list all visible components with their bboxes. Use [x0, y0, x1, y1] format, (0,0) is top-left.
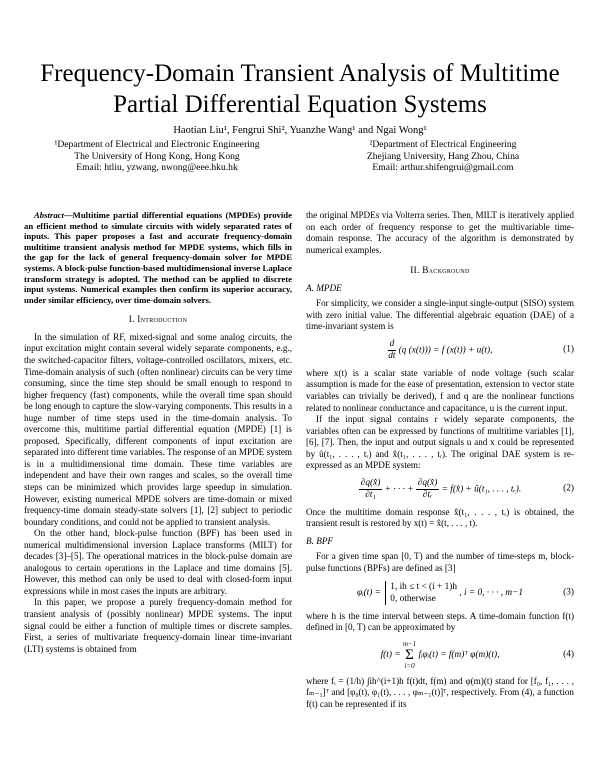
subsection-heading-mpde: A. MPDE: [306, 282, 342, 293]
paragraph: In this paper, we propose a purely frequency-domain method for transient analysis of (possibly nonlinear) MPDE systems. The input signal could be either a function of multiple times or discrete samples. First, a series of multivariate frequency-domain linear time-invariant (LTI) systems is obtained from: [24, 597, 292, 654]
fraction-denominator: dt: [388, 350, 396, 361]
right-column: [306, 210, 574, 710]
affiliation-email: Email: arthur.shifengrui@gmail.com: [372, 162, 514, 173]
affiliation-line: ¹Department of Electrical and Electronic Engineering: [54, 139, 260, 150]
paragraph: In the simulation of RF, mixed-signal and some analog circuits, the input excitation might contain several widely separate components, e.g., the switched-capacitor filters, voltage-controlled oscillators, mixers, etc. Time-domain analysis of such (often nonlinear) circuits can be very time consuming, since the time step should be small enough to respond to higher frequency (fast) components, while the overall time span should be long enough to capture the slow-varying components. This results in a huge number of time steps used in the time-domain analysis. To overcome this, multitime partial differential equation (MPDE) [1] is proposed. Specifically, different components of input excitation are separated into different time variables. The response of an MPDE system is in a multidimensional time domain. These time variables are independent and have their own ranges and scales, so the overall time steps can be minimized which provides large speedup in simulation. However, existing numerical MPDE solvers are time-domain or mixed frequency-time domain steady-state solvers [1], [2] subject to periodic boundary conditions, and could not be applied to transient analysis.: [24, 331, 292, 527]
author-list: Haotian Liu¹, Fengrui Shi², Yuanzhe Wang¹ and Ngai Wong¹: [173, 125, 427, 136]
equation-tail: , i = 0, · · · , m−1: [459, 587, 524, 598]
paragraph: If the input signal contains r widely separate components, the variables often can be expressed by functions of multitime variables [1], [6], [7]. Then, the input and output signals u and x could be represented by û(t₁, . . . , tᵣ) and x̂(t₁, . . . , tᵣ). The original DAE system is re-expressed as an MPDE system:: [306, 414, 574, 471]
derivative-fraction: [388, 339, 397, 362]
subsection-heading-bpf: B. BPF: [306, 535, 334, 546]
sum-upper: m−1: [402, 639, 417, 648]
title-line-2: Partial Differential Equation Systems: [113, 91, 487, 118]
paragraph: For simplicity, we consider a single-input single-output (SISO) system with zero initial value. The differential algebraic equation (DAE) of a time-invariant system is: [306, 298, 574, 332]
fraction-numerator: d: [389, 338, 395, 349]
paragraph: On the other hand, block-pulse function (BPF) has been used in numerical multidimensional inversion Laplace transforms (MILT) for decades [3]–[5]. The operational matrices in the block-pulse domain are analogous to certain operations in the Laplace and time domains [5]. However, this method can only be used to deal with closed-form input expressions while in most cases the inputs are arbitrary.: [24, 528, 292, 596]
partial-fraction: [416, 478, 440, 501]
equation-2: [306, 478, 574, 501]
fraction-numerator: ∂q(x̂): [360, 477, 381, 488]
case-line: 0, otherwise: [390, 593, 436, 604]
paragraph: where fᵢ = (1/h) ∫ih^(i+1)h f(t)dt, f(m) and φ(m)(t) stand for [f₀, f₁, . . . , fₘ₋₁]ᵀ and [φ₀(t), φ₁(t), . . . , φₘ₋₁(t)]ᵀ, respectively. From (4), a function f(t) can be represented if its: [306, 675, 574, 709]
fraction-denominator: ∂tᵣ: [422, 489, 433, 500]
left-column: [24, 210, 292, 655]
fraction-numerator: ∂q(x̂): [417, 477, 438, 488]
paragraph: For a given time span [0, T) and the number of time-steps m, block-pulse functions (BPFs) are defined as [3]: [306, 551, 574, 574]
fraction-denominator: ∂t₁: [365, 489, 376, 500]
abstract-text: —Multitime partial differential equations (MPDEs) provide an efficient method to simulate circuits with widely separated rates of inputs. This paper proposes a fast and accurate frequency-domain multitime transient analysis method for MPDE systems, which fills in the gap for the lack of general frequency-domain solver for MPDE systems. A block-pulse function-based multidimensional inverse Laplace transform strategy is adopted. The method can be applied to discrete input systems. Numerical examples then confirm its superior accuracy, under similar efficiency, over time-domain solvers.: [24, 210, 292, 305]
affiliation-line: ²Department of Electrical Engineering: [369, 139, 517, 150]
case-line: 1, ih ≤ t < (i + 1)h: [390, 581, 458, 592]
equation-number: (1): [563, 344, 574, 355]
cases-brace: [385, 581, 457, 605]
affiliation-email: Email: htliu, yzwang, nwong@eee.hku.hk: [76, 162, 238, 173]
title-line-1: Frequency-Domain Transient Analysis of Multitime: [40, 60, 560, 87]
section-heading-background: II. Background: [410, 265, 470, 276]
equation-lhs: φᵢ(t) =: [356, 587, 381, 598]
paragraph: where x(t) is a scalar state variable of node voltage (such scalar assumption is made for the ease of presentation, extension to vector state variables can trivially be derived), f and q are the nonlinear functions related to nonlinear conductance and capacitance, u is the current input.: [306, 367, 574, 413]
equation-rhs: = f(x̂) + û(t₁, . . . , tᵣ).: [441, 484, 522, 495]
equation-number: (4): [563, 649, 574, 660]
sum-lower: i=0: [404, 661, 415, 670]
paragraph: the original MPDEs via Volterra series. Then, MILT is iteratively applied on each order of frequency response to get the multivariable time-domain response. The accuracy of the algorithm is demonstrated by numerical examples.: [306, 210, 574, 255]
equation-number: (2): [563, 483, 574, 494]
paper-title: [40, 58, 560, 120]
equation-body: (q (x(t))) = f (x(t)) + u(t),: [398, 345, 493, 356]
equation-1: [306, 339, 574, 362]
section-heading-introduction: I. Introduction: [128, 314, 188, 325]
abstract-label: Abstract: [34, 210, 64, 220]
equation-4: [306, 640, 574, 670]
paragraph: where h is the time interval between steps. A time-domain function f(t) defined in [0, T) can be approximated by: [306, 610, 574, 633]
sigma-symbol: Σ: [405, 646, 414, 663]
equation-lhs: f(t) =: [380, 649, 401, 660]
equation-rhs: fᵢφᵢ(t) = f(m)ᵀ φ(m)(t),: [418, 649, 500, 660]
summation: [403, 640, 416, 670]
abstract: [24, 210, 292, 305]
affiliation-line: Zhejiang University, Hang Zhou, China: [366, 150, 520, 162]
affiliation-right: [308, 139, 578, 174]
equation-number: (3): [563, 587, 574, 598]
equation-mid: + · · · +: [384, 484, 414, 495]
paragraph: Once the multitime domain response x̂(t₁, . . . , tᵣ) is obtained, the transient result is restored by x(t) = x̂(t, . . . , t).: [306, 506, 574, 529]
affiliation-line: The University of Hong Kong, Hong Kong: [74, 150, 240, 162]
equation-3: [306, 581, 574, 605]
partial-fraction: [359, 478, 383, 501]
affiliation-left: [22, 139, 292, 174]
